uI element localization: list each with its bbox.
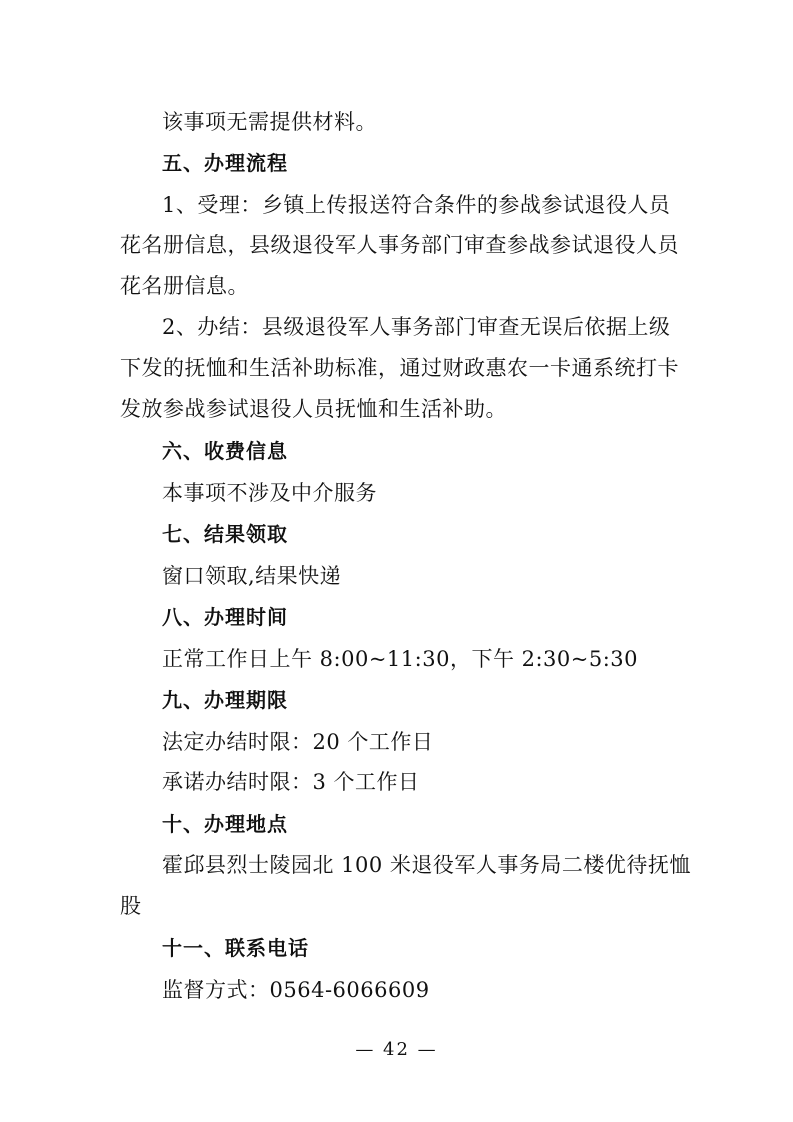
section-heading-office-hours: 八、办理时间 [162,605,288,629]
no-materials-note: 该事项无需提供材料。 [162,110,377,134]
process-step-accept-line-1: 1、受理：乡镇上传报送符合条件的参战参试退役人员 [162,193,671,217]
promised-time-limit-text: 承诺办结时限：3 个工作日 [162,770,420,794]
section-heading-fees: 六、收费信息 [162,439,288,463]
location-text-line-2: 股 [120,894,142,918]
process-step-complete-line-3: 发放参战参试退役人员抚恤和生活补助。 [120,397,507,421]
statutory-time-limit-text: 法定办结时限：20 个工作日 [162,730,434,754]
page-number: — 42 — [355,1039,438,1060]
process-step-accept-line-3: 花名册信息。 [120,274,249,298]
section-heading-location: 十、办理地点 [162,812,288,836]
section-heading-result-pickup: 七、结果领取 [162,522,288,546]
process-step-accept-line-2: 花名册信息，县级退役军人事务部门审查参战参试退役人员 [120,233,679,257]
section-heading-contact: 十一、联系电话 [162,936,309,960]
supervision-phone-text: 监督方式：0564-6066609 [162,978,430,1002]
fees-text: 本事项不涉及中介服务 [162,481,377,505]
location-text-line-1: 霍邱县烈士陵园北 100 米退役军人事务局二楼优待抚恤 [162,853,691,877]
section-heading-process: 五、办理流程 [162,151,288,175]
office-hours-text: 正常工作日上午 8:00~11:30，下午 2:30~5:30 [162,647,639,671]
section-heading-time-limit: 九、办理期限 [162,688,288,712]
result-pickup-text: 窗口领取,结果快递 [162,564,342,588]
process-step-complete-line-2: 下发的抚恤和生活补助标准，通过财政惠农一卡通系统打卡 [120,356,679,380]
process-step-complete-line-1: 2、办结：县级退役军人事务部门审查无误后依据上级 [162,315,671,339]
